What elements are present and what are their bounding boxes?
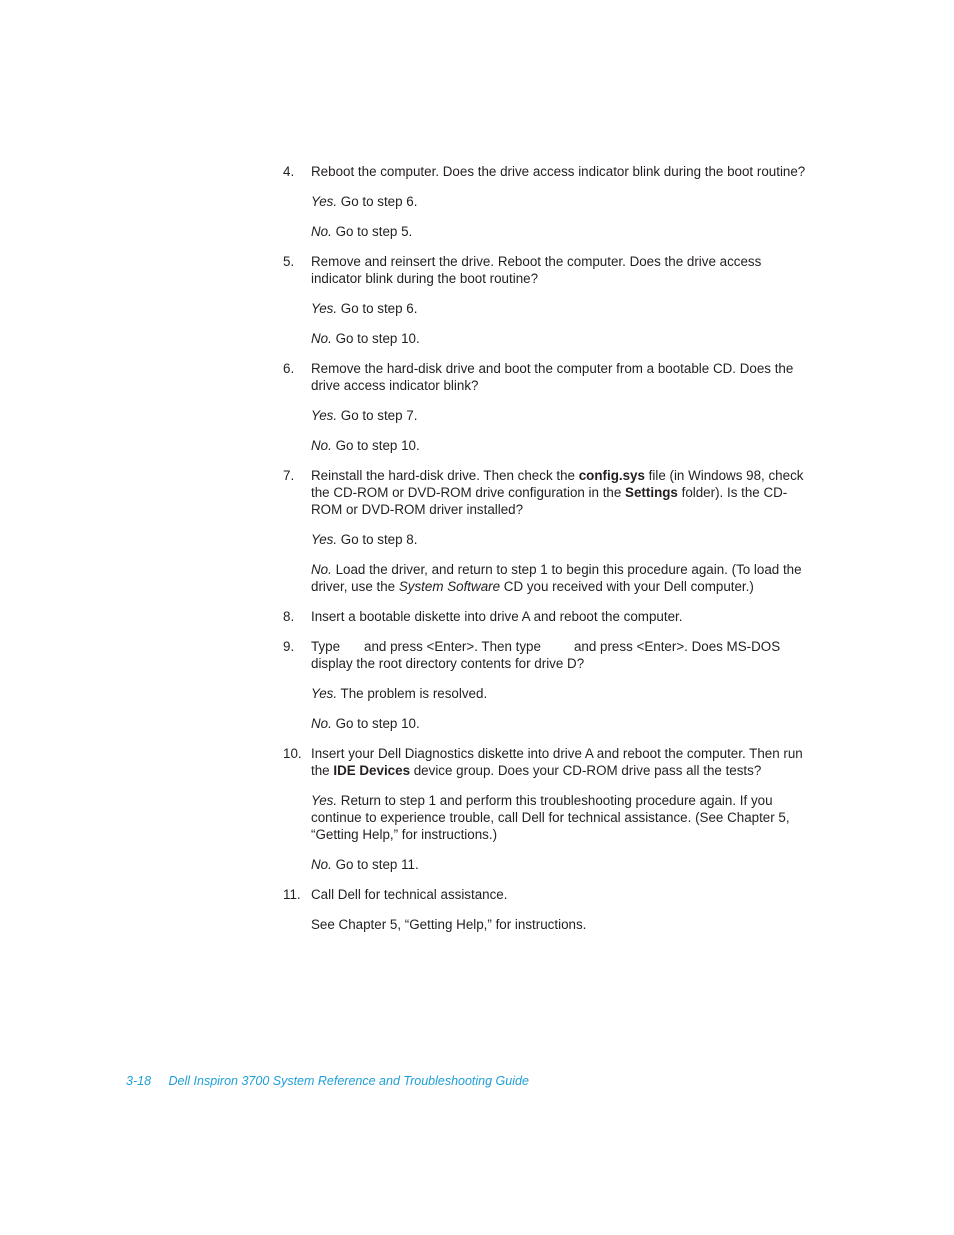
answer-text: Go to step 11. <box>335 857 419 872</box>
step-9 <box>283 638 813 672</box>
answer-yes <box>283 685 813 702</box>
step-text: Remove and reinsert the drive. Reboot the computer. Does the drive access indicator blink during the boot routine? <box>311 254 762 286</box>
page-body <box>283 163 813 933</box>
answer-text: Go to step 6. <box>340 301 418 316</box>
yes-label: Yes. <box>311 301 338 316</box>
answer-no <box>283 330 813 347</box>
answer-text: Return to step 1 and perform this troubleshooting procedure again. If you continue to experience trouble, call Dell for technical assistance. (See Chapter 5, “Getting Help,” for instructions.) <box>311 793 790 842</box>
no-label: No. <box>311 438 332 453</box>
answer-text: Go to step 5. <box>335 224 413 239</box>
step-4 <box>283 163 813 180</box>
answer-no <box>283 437 813 454</box>
answer-text: Go to step 6. <box>340 194 418 209</box>
answer-text: Go to step 7. <box>340 408 418 423</box>
step-number: 9. <box>283 639 295 654</box>
answer-yes <box>283 531 813 548</box>
page-footer <box>126 1074 529 1088</box>
answer-text: The problem is resolved. <box>340 686 488 701</box>
step-number: 4. <box>283 164 295 179</box>
system-software-title: System Software <box>398 579 501 594</box>
step-number: 8. <box>283 609 295 624</box>
step-note: See Chapter 5, “Getting Help,” for instructions. <box>311 917 587 932</box>
page-number: 3-18 <box>126 1074 152 1088</box>
answer-no <box>283 223 813 240</box>
step-number: 5. <box>283 254 295 269</box>
yes-label: Yes. <box>311 793 338 808</box>
step-text: Type and press <Enter>. Then type and press <Enter>. Does MS-DOS display the root directory contents for drive D? <box>311 639 781 671</box>
answer-text: Go to step 10. <box>335 331 420 346</box>
no-label: No. <box>311 331 332 346</box>
step-5 <box>283 253 813 287</box>
answer-no <box>283 715 813 732</box>
yes-label: Yes. <box>311 194 338 209</box>
no-label: No. <box>311 857 332 872</box>
no-label: No. <box>311 562 332 577</box>
answer-text: Go to step 10. <box>335 438 420 453</box>
ide-devices-group: IDE Devices <box>333 763 411 778</box>
step-text: Insert a bootable diskette into drive A and reboot the computer. <box>311 609 683 624</box>
step-7 <box>283 467 813 518</box>
step-text: Call Dell for technical assistance. <box>311 887 508 902</box>
config-sys-filename: config.sys <box>578 468 645 483</box>
step-text: Insert your Dell Diagnostics diskette into drive A and reboot the computer. Then run the IDE Devices device group. Does your CD-ROM drive pass all the tests? <box>311 746 803 778</box>
step-10 <box>283 745 813 779</box>
step-number: 7. <box>283 468 295 483</box>
answer-no <box>283 856 813 873</box>
answer-yes <box>283 792 813 843</box>
yes-label: Yes. <box>311 532 338 547</box>
answer-text: Go to step 8. <box>340 532 418 547</box>
answer-no: No. Load the driver, and return to step 1 to begin this procedure again. (To load the driver, use the System Software CD you received with your Dell computer.) <box>311 562 802 594</box>
answer-text: Go to step 10. <box>335 716 420 731</box>
step-number: 11. <box>283 887 301 902</box>
step-text: Reboot the computer. Does the drive access indicator blink during the boot routine? <box>311 164 806 179</box>
step-text: Reinstall the hard-disk drive. Then check the config.sys file (in Windows 98, check the CD-ROM or DVD-ROM drive configuration in the Settings folder). Is the CD-ROM or DVD-ROM driver installed? <box>311 468 804 517</box>
step-text: Remove the hard-disk drive and boot the computer from a bootable CD. Does the drive access indicator blink? <box>311 361 794 393</box>
footer-title: Dell Inspiron 3700 System Reference and Troubleshooting Guide <box>168 1074 529 1088</box>
answer-yes <box>283 300 813 317</box>
no-label: No. <box>311 224 332 239</box>
step-11 <box>283 886 813 903</box>
step-number: 10. <box>283 746 302 761</box>
yes-label: Yes. <box>311 686 338 701</box>
no-label: No. <box>311 716 332 731</box>
step-number: 6. <box>283 361 295 376</box>
answer-text: Load the driver, and return to step 1 to begin this procedure again. (To load the driver, use the <box>311 562 802 594</box>
answer-yes <box>283 193 813 210</box>
answer-yes <box>283 407 813 424</box>
yes-label: Yes. <box>311 408 338 423</box>
step-8 <box>283 608 813 625</box>
step-6 <box>283 360 813 394</box>
settings-folder-name: Settings <box>625 485 678 500</box>
